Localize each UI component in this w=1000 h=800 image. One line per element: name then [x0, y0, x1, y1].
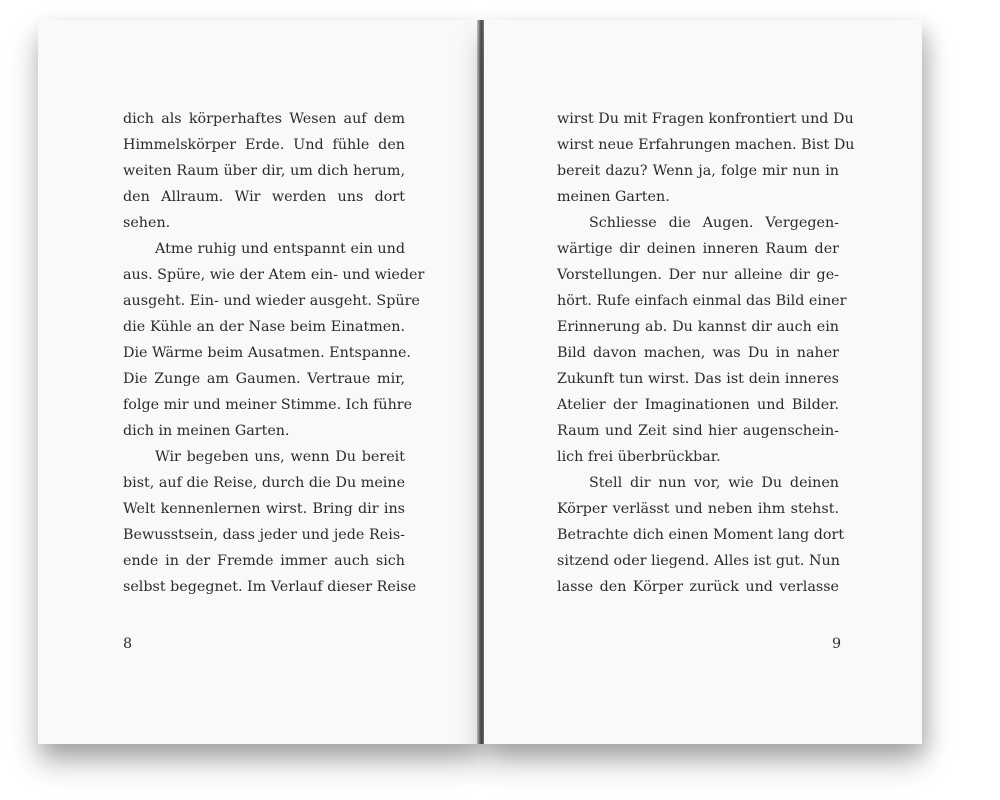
left-page — [38, 20, 478, 744]
text-line: Atme ruhig und entspannt ein und — [155, 241, 405, 257]
text-line: Atelier der Imaginationen und Bilder. — [557, 397, 839, 413]
text-line: sehen. — [123, 215, 171, 231]
text-line: ausgeht. Ein- und wieder ausgeht. Spüre — [123, 293, 420, 309]
text-line: weiten Raum über dir, um dich herum, — [123, 163, 405, 179]
text-line: ende in der Fremde immer auch sich — [123, 553, 405, 569]
text-line: lich frei überbrückbar. — [557, 449, 721, 465]
text-line: Körper verlässt und neben ihm stehst. — [557, 501, 839, 517]
text-line: hört. Rufe einfach einmal das Bild einer — [557, 293, 847, 309]
page-number: 8 — [123, 636, 133, 652]
text-line: die Kühle an der Nase beim Einatmen. — [123, 319, 405, 335]
text-line: wirst neue Erfahrungen machen. Bist Du — [557, 137, 855, 153]
text-line: Bewusstsein, dass jeder und jede Reis- — [123, 527, 405, 543]
text-line: Zukunft tun wirst. Das ist dein inneres — [557, 371, 839, 387]
text-line: bist, auf die Reise, durch die Du meine — [123, 475, 406, 491]
text-line: dich in meinen Garten. — [123, 423, 290, 439]
text-line: selbst begegnet. Im Verlauf dieser Reise — [123, 579, 417, 595]
text-line: sitzend oder liegend. Alles ist gut. Nun — [557, 553, 840, 569]
text-line: Himmelskörper Erde. Und fühle den — [123, 137, 405, 153]
text-line: Erinnerung ab. Du kannst dir auch ein — [557, 319, 839, 335]
text-line: dich als körperhaftes Wesen auf dem — [123, 111, 405, 127]
text-line: folge mir und meiner Stimme. Ich führe — [123, 397, 413, 413]
text-line: Schliesse die Augen. Vergegen- — [589, 215, 839, 231]
right-page — [484, 20, 922, 744]
text-line: wärtige dir deinen inneren Raum der — [557, 241, 839, 257]
text-line: Raum und Zeit sind hier augenschein- — [557, 423, 839, 439]
text-line: Die Wärme beim Ausatmen. Entspanne. — [123, 345, 411, 361]
text-line: wirst Du mit Fragen konfrontiert und Du — [557, 111, 854, 127]
text-line: bereit dazu? Wenn ja, folge mir nun in — [557, 163, 839, 179]
right-page-text — [557, 106, 855, 600]
text-line: lasse den Körper zurück und verlasse — [557, 579, 839, 595]
text-line: Betrachte dich einen Moment lang dort — [557, 527, 845, 543]
text-line: Vorstellungen. Der nur alleine dir ge- — [557, 267, 839, 283]
left-page-text — [123, 106, 425, 600]
text-line: meinen Garten. — [557, 189, 670, 205]
text-line: aus. Spüre, wie der Atem ein- und wieder — [123, 267, 425, 283]
text-line: Wir begeben uns, wenn Du bereit — [155, 449, 405, 465]
page-number: 9 — [832, 636, 842, 652]
text-line: Bild davon machen, was Du in naher — [557, 345, 839, 361]
text-line: Die Zunge am Gaumen. Vertraue mir, — [123, 371, 405, 387]
text-line: Stell dir nun vor, wie Du deinen — [589, 475, 839, 491]
text-line: Welt kennenlernen wirst. Bring dir ins — [123, 501, 405, 517]
text-line: den Allraum. Wir werden uns dort — [123, 189, 405, 205]
